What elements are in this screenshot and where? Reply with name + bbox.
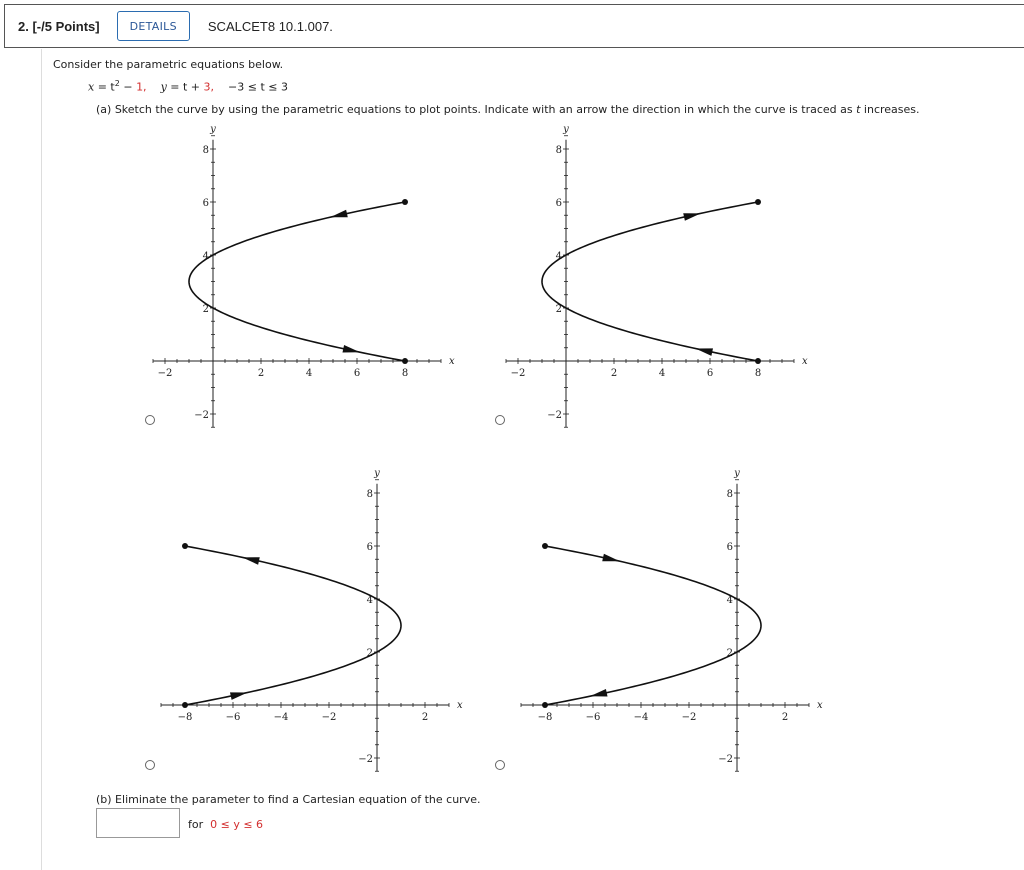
graph-option-4 [490,460,823,780]
x-tick-label: 6 [706,368,714,379]
for-label: for [188,818,204,831]
x-tick-label: 8 [401,368,409,379]
part-a-main: (a) Sketch the curve by using the parametric equations to plot points. Indicate with an arrow the direction in which the curve is traced as [96,103,857,116]
intro-text: Consider the parametric equations below. [53,58,284,71]
curve [542,202,758,361]
x-tick-label: 2 [781,712,789,723]
problem-code: SCALCET8 10.1.007. [207,18,333,34]
radio-option-1[interactable] [145,415,155,425]
endpoint-dot [755,358,761,364]
question-label: 2. [-/5 Points] [18,18,100,34]
endpoint-dot [755,199,761,205]
direction-arrow [330,210,348,218]
x-tick-label: −8 [537,712,553,723]
y-axis-label: y [734,467,740,479]
y-tick-label: 8 [555,145,562,156]
curve [545,546,761,705]
direction-arrow [602,554,620,562]
x-tick-label: 8 [754,368,762,379]
x-tick-label: 4 [658,368,666,379]
y-tick-label: 6 [726,542,733,553]
details-button[interactable]: DETAILS [117,11,190,41]
y-tick-label: 2 [726,648,733,659]
x-const: 1, [136,80,147,94]
direction-arrow [590,689,608,697]
y-tick-label: −2 [358,754,373,765]
x-tick-label: 2 [257,368,265,379]
left-divider [41,49,42,870]
x-axis-label: x [817,700,823,711]
radio-option-4[interactable] [495,760,505,770]
part-a-t: t [856,103,861,116]
direction-arrow [342,345,360,353]
endpoint-dot [402,358,408,364]
y-var: y [160,80,167,94]
y-tick-label: 2 [555,304,562,315]
x-eq: = t [94,80,115,94]
x-tick-label: 4 [305,368,313,379]
part-a-end: increases. [860,103,920,116]
endpoint-dot [402,199,408,205]
x-axis-label: x [449,356,455,367]
y-tick-label: 6 [366,542,373,553]
x-tick-label: −4 [633,712,649,723]
graph-option-1 [140,120,470,440]
y-const: 3, [203,80,215,94]
x-tick-label: −2 [321,712,337,723]
x-axis-label: x [802,356,808,367]
x-tick-label: 2 [610,368,618,379]
curve [185,546,401,705]
domain-condition [188,818,263,831]
x-tick-label: −8 [177,712,193,723]
curve [189,202,405,361]
y-tick-label: 2 [366,648,373,659]
y-tick-label: 4 [726,595,733,606]
part-a-text [96,103,920,116]
graph-option-2 [490,120,820,440]
endpoint-dot [182,543,188,549]
part-b-text: (b) Eliminate the parameter to find a Cartesian equation of the curve. [96,793,481,806]
parametric-equations [88,79,288,94]
x-var: x [88,80,95,94]
endpoint-dot [182,702,188,708]
x-tick-label: −6 [225,712,241,723]
y-tick-label: 8 [726,489,733,500]
x-tick-label: 2 [421,712,429,723]
y-tick-label: 8 [202,145,209,156]
x-tick-label: −2 [510,368,526,379]
radio-option-2[interactable] [495,415,505,425]
x-exponent: 2 [114,79,120,88]
x-tick-label: 6 [353,368,361,379]
x-tick-label: −2 [681,712,697,723]
y-tick-label: 8 [366,489,373,500]
y-eq: = t + [166,80,204,94]
direction-arrow [695,348,713,356]
y-tick-label: 4 [555,251,562,262]
endpoint-dot [542,702,548,708]
y-axis-label: y [210,123,216,135]
question-header [4,4,1024,48]
graph-option-3 [140,460,470,780]
y-tick-label: 2 [202,304,209,315]
y-axis-label: y [374,467,380,479]
endpoint-dot [542,543,548,549]
direction-arrow [230,692,248,700]
y-tick-label: 6 [555,198,562,209]
x-tick-label: −6 [585,712,601,723]
y-tick-label: 4 [202,251,209,262]
x-axis-label: x [457,700,463,711]
y-axis-label: y [563,123,569,135]
x-tick-label: −2 [157,368,173,379]
t-range: −3 ≤ t ≤ 3 [228,80,288,94]
y-tick-label: 6 [202,198,209,209]
y-tick-label: −2 [547,410,562,421]
cartesian-equation-input[interactable] [96,808,180,838]
x-minus: − [119,80,137,94]
x-tick-label: −4 [273,712,289,723]
y-tick-label: 4 [366,595,373,606]
direction-arrow [242,557,260,565]
radio-option-3[interactable] [145,760,155,770]
y-condition: 0 ≤ y ≤ 6 [210,818,264,831]
y-tick-label: −2 [718,754,733,765]
direction-arrow [683,213,701,221]
y-tick-label: −2 [194,410,209,421]
